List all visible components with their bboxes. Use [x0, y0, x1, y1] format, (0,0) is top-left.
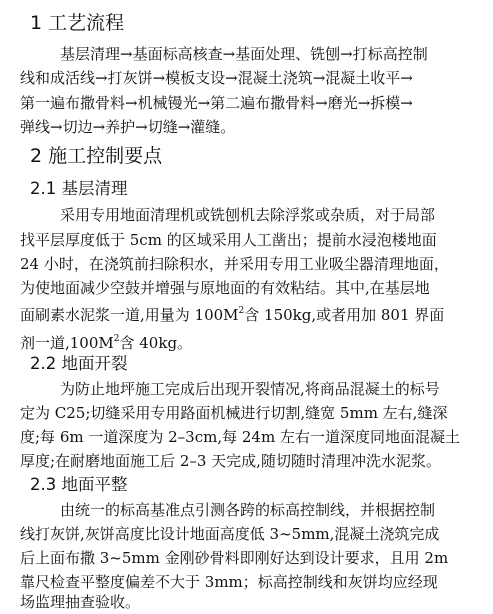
paragraph-line: 场监理抽查验收。 [20, 593, 141, 611]
superscript: 2 [238, 306, 245, 316]
section-1-heading: 1 工艺流程 [30, 12, 125, 34]
paragraph-line: 面刷素水泥浆一道,用量为 $100M^2$含 150kg,或者用加 801 界面 [20, 306, 445, 324]
paragraph-line: 采用专用地面清理机或铣刨机去除浮浆或杂质，对于局部 [60, 206, 436, 224]
paragraph-line: 为防止地坪施工完成后出现开裂情况,将商品混凝土的标号 [60, 380, 440, 398]
section-2-heading: 2 施工控制要点 [30, 145, 163, 167]
paragraph-line: 线打灰饼,灰饼高度比设计地面高度低 3~5mm,混凝土浇筑完成 [20, 525, 440, 543]
paragraph-line: 为使地面减少空鼓并增强与原地面的有效粘结。其中,在基层地 [20, 279, 430, 297]
paragraph-line: 后上面布撒 3~5mm 金刚砂骨料即刚好达到设计要求，且用 2m [20, 549, 449, 567]
paragraph-line: 由统一的标高基准点引测各跨的标高控制线，并根据控制 [60, 501, 436, 519]
paragraph-line: 24 小时，在浇筑前扫除积水，并采用专用工业吸尘器清理地面， [20, 255, 449, 273]
superscript: 2 [113, 334, 120, 344]
subsection-2-3-heading: 2.3 地面平整 [30, 475, 128, 494]
paragraph-line: 度;每 6m 一道深度为 2–3cm,每 24m 左右一道深度同地面混凝土 [20, 428, 460, 446]
paragraph-line: 找平层厚度低于 5cm 的区域采用人工凿出；提前水浸泡楼地面 [20, 231, 437, 249]
paragraph-line: 定为 C25;切缝采用专用路面机械进行切割,缝宽 5mm 左右,缝深 [20, 404, 448, 422]
subsection-2-1-heading: 2.1 基层清理 [30, 179, 128, 198]
paragraph-line: 靠尺检查平整度偏差不大于 3mm；标高控制线和灰饼均应经现 [20, 573, 438, 591]
paragraph-line: 弹线→切边→养护→切缝→灌缝。 [20, 118, 236, 136]
subsection-2-2-heading: 2.2 地面开裂 [30, 354, 128, 373]
paragraph-line: 厚度;在耐磨地面施工后 2–3 天完成,随切随时清理冲洗水泥浆。 [20, 452, 441, 470]
paragraph-line: 基层清理→基面标高核查→基面处理、铣刨→打标高控制 [60, 45, 428, 63]
paragraph-line: 第一遍布撒骨料→机械镘光→第二遍布撒骨料→磨光→拆模→ [20, 94, 413, 112]
paragraph-line: 线和成活线→打灰饼→模板支设→混凝土浇筑→混凝土收平→ [20, 69, 413, 87]
paragraph-line: 剂一道$,100M^2$含 40kg。 [20, 334, 193, 352]
